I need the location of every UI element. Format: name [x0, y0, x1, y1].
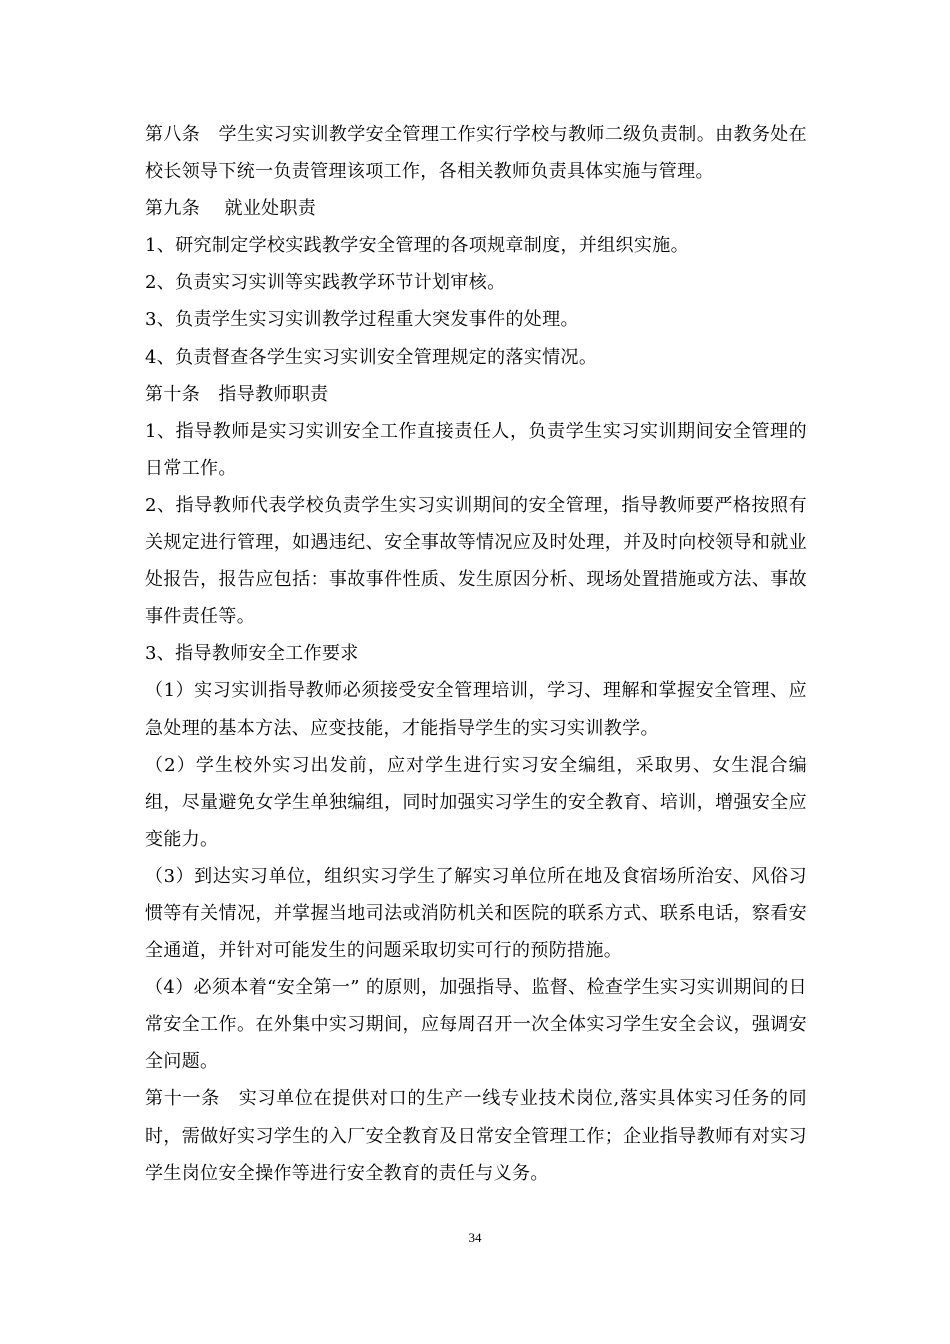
article-10-item-3: 3、指导教师安全工作要求 [145, 643, 359, 665]
article-10-item-2: 2、指导教师代表学校负责学生实习实训期间的安全管理，指导教师要严格按照有关规定进行管理，如遇违纪、安全事故等情况应及时处理，并及时向校领导和就业处报告，报告应包括：事故事件性质、发生原因分析、现场处置措施或方法、事故事件责任等。 [145, 494, 807, 628]
page-number: 34 [468, 1230, 482, 1245]
article-10-heading: 第十条 指导教师职责 [145, 383, 329, 405]
requirement-4: （4）必须本着“安全第一” 的原则，加强指导、监督、检查学生实习实训期间的日常安全工作。在外集中实习期间，应每周召开一次全体实习学生安全会议，强调安全问题。 [145, 977, 807, 1073]
requirement-2: （2）学生校外实习出发前，应对学生进行实习安全编组，采取男、女生混合编组，尽量避免女学生单独编组，同时加强实习学生的安全教育、培训，增强安全应变能力。 [145, 754, 807, 850]
article-11-paragraph: 第十一条 实习单位在提供对口的生产一线专业技术岗位,落实具体实习任务的同时，需做好实习学生的入厂安全教育及日常安全管理工作；企业指导教师有对实习学生岗位安全操作等进行安全教育的责任与义务。 [145, 1088, 807, 1184]
document-body [145, 116, 807, 1192]
requirement-1: （1）实习实训指导教师必须接受安全管理培训，学习、理解和掌握安全管理、应急处理的基本方法、应变技能，才能指导学生的实习实训教学。 [145, 680, 807, 739]
article-9-item-3: 3、负责学生实习实训教学过程重大突发事件的处理。 [145, 309, 579, 331]
requirement-3: （3）到达实习单位，组织实习学生了解实习单位所在地及食宿场所治安、风俗习惯等有关情况，并掌握当地司法或消防机关和医院的联系方式、联系电话，察看安全通道，并针对可能发生的问题采取切实可行的预防措施。 [145, 865, 807, 962]
article-9-item-2: 2、负责实习实训等实践教学环节计划审核。 [145, 272, 506, 294]
article-8-paragraph: 第八条 学生实习实训教学安全管理工作实行学校与教师二级负责制。由教务处在校长领导下统一负责管理该项工作，各相关教师负责具体实施与管理。 [145, 124, 807, 183]
article-10-item-1: 1、指导教师是实习实训安全工作直接责任人，负责学生实习实训期间安全管理的日常工作。 [145, 420, 807, 479]
article-9-heading: 第九条 就业处职责 [145, 198, 317, 220]
article-9-item-4: 4、负责督查各学生实习实训安全管理规定的落实情况。 [145, 346, 598, 368]
article-9-item-1: 1、研究制定学校实践教学安全管理的各项规章制度，并组织实施。 [145, 235, 689, 257]
